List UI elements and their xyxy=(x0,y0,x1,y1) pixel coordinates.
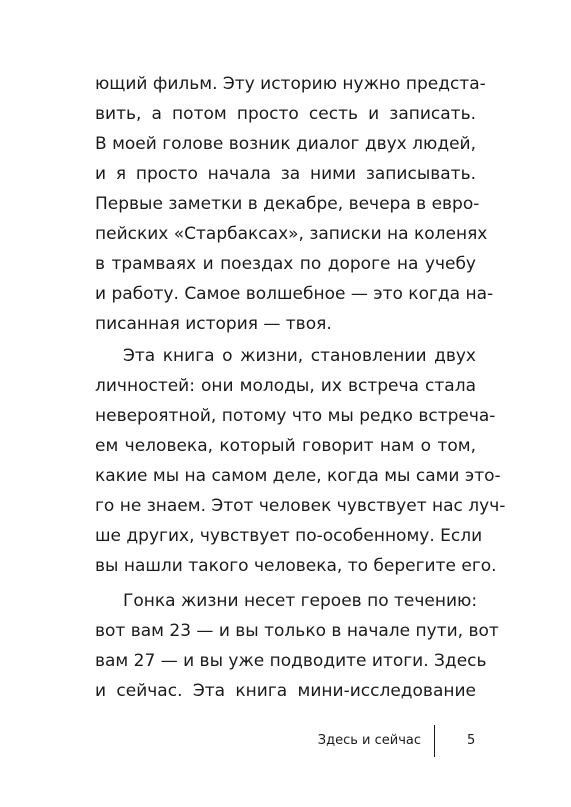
text-line: В моей голове возник диалог двух людей, xyxy=(95,134,476,154)
text-line: какие мы на самом деле, когда мы сами это- xyxy=(95,466,501,486)
text-line: ем человека, который говорит нам о том, xyxy=(95,436,476,456)
paragraph-3 xyxy=(95,586,499,706)
footer-divider xyxy=(434,725,435,757)
text-line: личностей: они молоды, их встреча стала xyxy=(95,376,476,396)
text-line: ше других, чувствует по-особенному. Если xyxy=(95,526,483,546)
text-line: вы нашли такого человека, то берегите его. xyxy=(95,556,497,576)
text-line: Эта книга о жизни, становлении двух xyxy=(123,346,476,366)
page-number: 5 xyxy=(467,733,476,748)
text-line: писанная история — твоя. xyxy=(95,314,332,334)
text-line: вот вам 23 — и вы только в начале пути, вот xyxy=(95,621,499,641)
text-line: в трамваях и поездах по дороге на учебу xyxy=(95,254,476,274)
text-line: пейских «Старбаксах», записки на коленях xyxy=(95,224,488,244)
text-line: невероятной, потому что мы редко встреча- xyxy=(95,406,496,426)
text-line: ющий фильм. Эту историю нужно предста- xyxy=(95,74,486,94)
text-line: и работу. Самое волшебное — это когда на- xyxy=(95,284,494,304)
text-line: вам 27 — и вы уже подводите итоги. Здесь xyxy=(95,651,487,671)
text-line: вить, а потом просто сесть и записать. xyxy=(95,104,476,124)
text-line: и я просто начала за ними записывать. xyxy=(95,164,476,184)
text-line: Гонка жизни несет героев по течению: xyxy=(123,591,478,611)
text-line: Первые заметки в декабре, вечера в евро- xyxy=(95,194,480,214)
text-line: го не знаем. Этот человек чувствует нас луч- xyxy=(95,496,506,516)
running-footer-title: Здесь и сейчас xyxy=(317,733,421,748)
text-line: и сейчас. Эта книга мини-исследование xyxy=(95,681,476,701)
paragraph-2 xyxy=(95,341,506,581)
paragraph-1 xyxy=(95,69,494,339)
